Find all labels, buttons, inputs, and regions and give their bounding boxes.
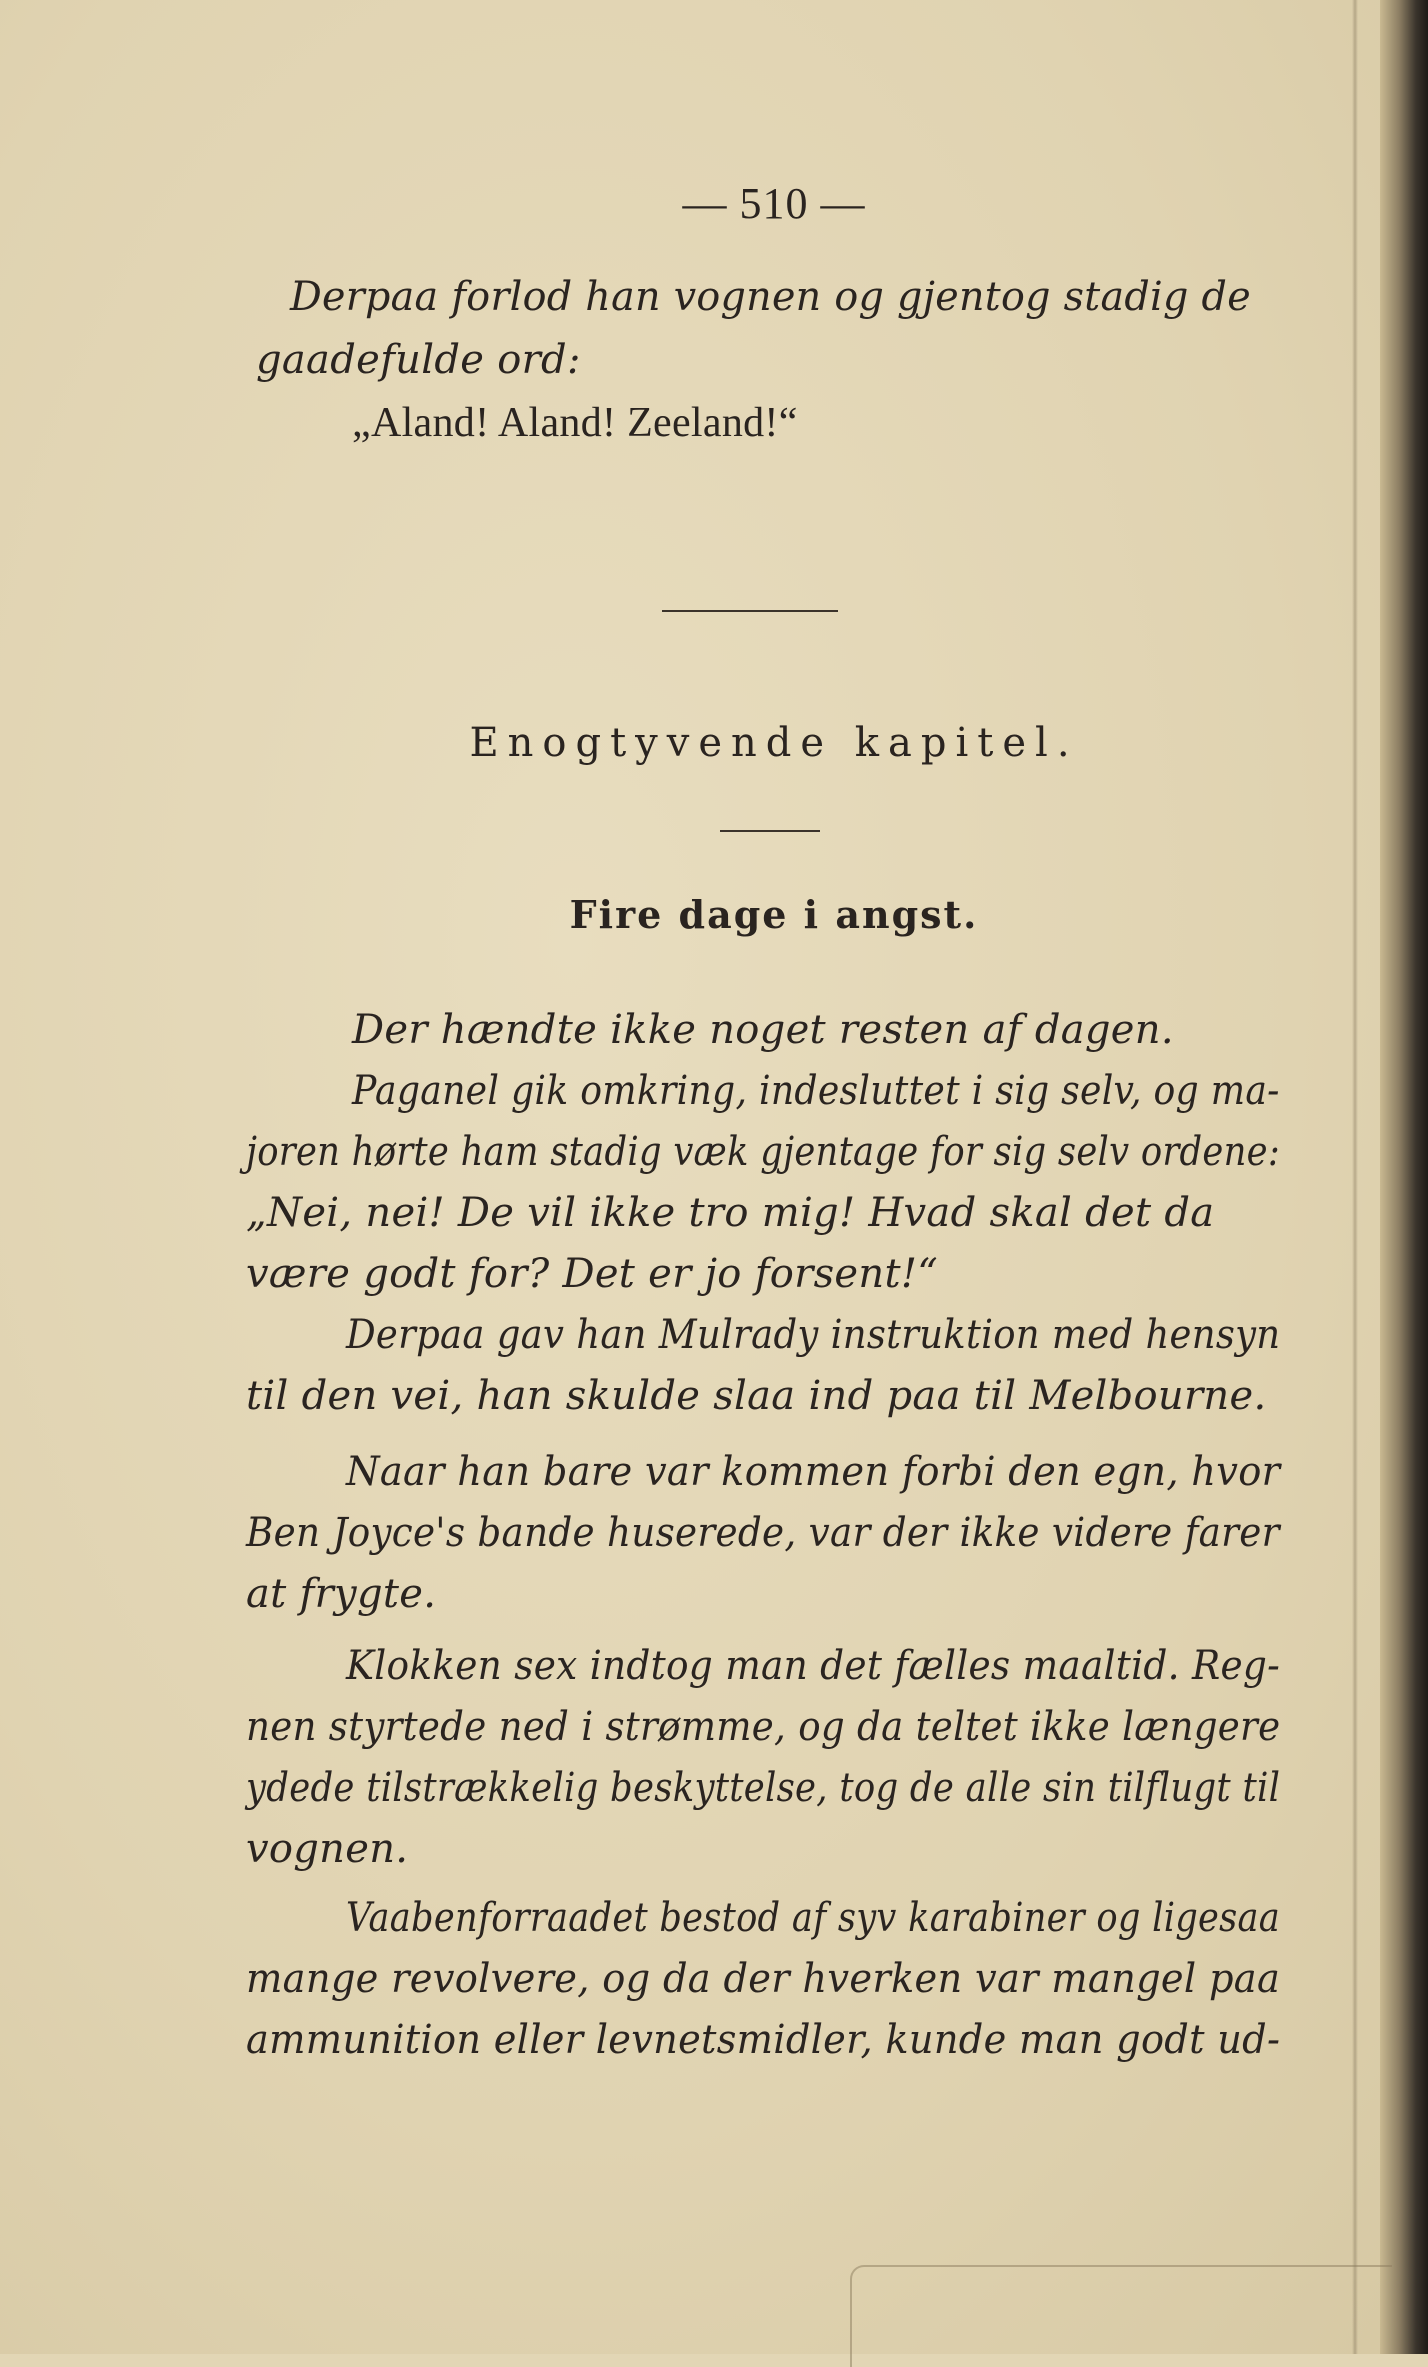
chapter-divider bbox=[720, 830, 820, 832]
body-line-10: at frygte. bbox=[246, 1571, 437, 1617]
gutter-shadow bbox=[1352, 0, 1358, 2354]
book-gutter bbox=[1380, 0, 1428, 2354]
chapter-title: Fire dage i angst. bbox=[569, 892, 979, 937]
opening-line-3: „Aland! Aland! Zeeland!“ bbox=[352, 400, 798, 446]
body-line-13: ydede tilstrækkelig beskyttelse, tog de alle sin tilflugt til bbox=[246, 1765, 1281, 1811]
body-line-14: vognen. bbox=[246, 1826, 409, 1872]
opening-line-2: gaadefulde ord: bbox=[256, 337, 581, 383]
body-line-3: joren hørte ham stadig væk gjentage for sig selv ordene: bbox=[246, 1129, 1281, 1175]
body-line-7: til den vei, han skulde slaa ind paa til Melbourne. bbox=[246, 1373, 1267, 1419]
body-line-9: Ben Joyce's bande huserede, var der ikke videre farer bbox=[246, 1510, 1280, 1556]
body-line-4: „Nei, nei! De vil ikke tro mig! Hvad skal det da bbox=[246, 1190, 1215, 1236]
page-number: — 510 — bbox=[682, 179, 866, 228]
body-line-11: Klokken sex indtog man det fælles maaltid. Reg- bbox=[346, 1643, 1281, 1689]
body-line-15: Vaabenforraadet bestod af syv karabiner og ligesaa bbox=[346, 1895, 1281, 1941]
body-line-12: nen styrtede ned i strømme, og da teltet ikke længere bbox=[246, 1704, 1281, 1750]
opening-line-1: Derpaa forlod han vognen og gjentog stadig de bbox=[290, 274, 1251, 320]
body-line-1: Der hændte ikke noget resten af dagen. bbox=[352, 1007, 1174, 1053]
body-line-16: mange revolvere, og da der hverken var mangel paa bbox=[246, 1956, 1281, 2002]
page-curl bbox=[850, 2265, 1392, 2367]
body-line-17: ammunition eller levnetsmidler, kunde man godt ud- bbox=[246, 2017, 1281, 2063]
body-line-6: Derpaa gav han Mulrady instruktion med hensyn bbox=[346, 1312, 1281, 1358]
chapter-heading: Enogtyvende kapitel. bbox=[469, 720, 1079, 766]
body-line-8: Naar han bare var kommen forbi den egn, hvor bbox=[346, 1449, 1281, 1495]
body-line-5: være godt for? Det er jo forsent!“ bbox=[246, 1251, 938, 1297]
section-divider bbox=[662, 610, 838, 612]
body-line-2: Paganel gik omkring, indesluttet i sig selv, og ma- bbox=[352, 1068, 1280, 1114]
